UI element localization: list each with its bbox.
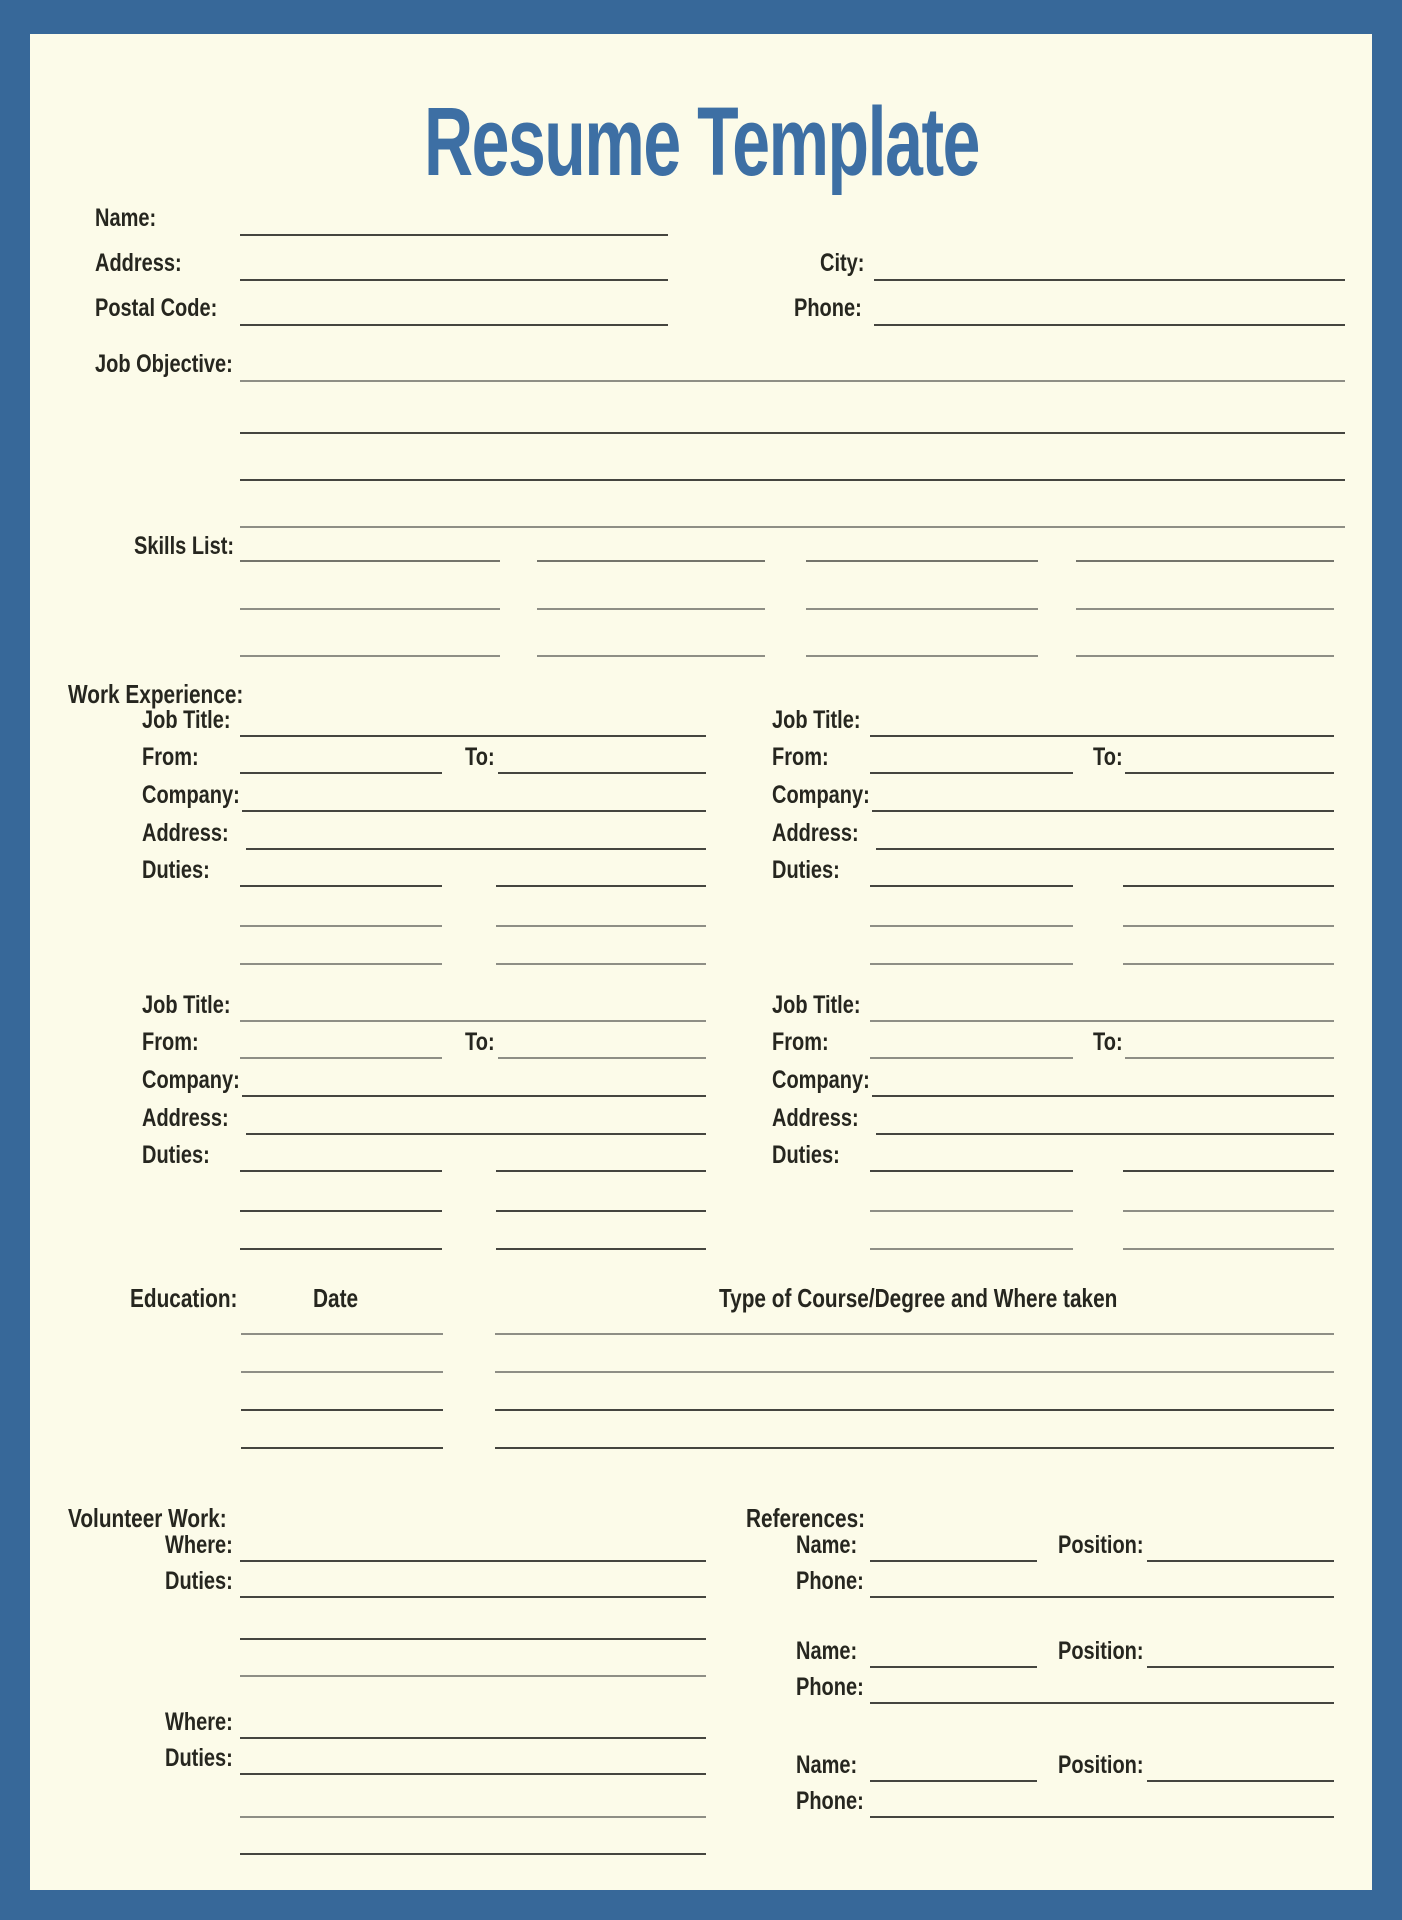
job-objective-line-3[interactable] bbox=[240, 479, 1345, 481]
vol-where-2-line[interactable] bbox=[240, 1737, 706, 1739]
we-l1-job-title-label: Job Title: bbox=[142, 706, 231, 734]
job-objective-label: Job Objective: bbox=[95, 350, 233, 378]
we-l1-duties-line-r1c1[interactable] bbox=[240, 885, 442, 887]
skills-line-r1c4[interactable] bbox=[1076, 560, 1334, 562]
ref-position-1-label: Position: bbox=[1058, 1531, 1144, 1559]
ref-position-2-line[interactable] bbox=[1147, 1666, 1334, 1668]
we-l1-duties-line-r1c2[interactable] bbox=[496, 885, 706, 887]
we-r2-duties-line-r2c2[interactable] bbox=[1123, 1210, 1334, 1212]
we-r2-job-title-line[interactable] bbox=[870, 1020, 1334, 1022]
volunteer-section-label: Volunteer Work: bbox=[68, 1503, 227, 1533]
we-r1-company-label: Company: bbox=[772, 781, 870, 809]
we-r2-duties-line-r1c2[interactable] bbox=[1123, 1170, 1334, 1172]
vol-duties-2-label: Duties: bbox=[165, 1744, 233, 1772]
we-l1-from-label: From: bbox=[142, 743, 199, 771]
we-l2-duties-line-r3c2[interactable] bbox=[496, 1248, 706, 1250]
we-l1-to-label: To: bbox=[465, 743, 495, 771]
we-l1-address-label: Address: bbox=[142, 819, 229, 847]
vol-where-2-label: Where: bbox=[165, 1708, 233, 1736]
we-l2-company-label: Company: bbox=[142, 1066, 240, 1094]
we-r1-from-line[interactable] bbox=[870, 772, 1073, 774]
ref-phone-1-label: Phone: bbox=[796, 1567, 864, 1595]
we-r2-duties-line-r1c1[interactable] bbox=[870, 1170, 1073, 1172]
we-r1-duties-line-r2c1[interactable] bbox=[870, 925, 1073, 927]
we-r1-duties-line-r2c2[interactable] bbox=[1123, 925, 1334, 927]
we-r2-to-label: To: bbox=[1093, 1028, 1123, 1056]
we-l2-address-label: Address: bbox=[142, 1104, 229, 1132]
skills-line-r2c4[interactable] bbox=[1076, 608, 1334, 610]
ref-phone-3-label: Phone: bbox=[796, 1787, 864, 1815]
skills-line-r1c1[interactable] bbox=[240, 560, 500, 562]
we-r2-address-label: Address: bbox=[772, 1104, 859, 1132]
ref-name-3-label: Name: bbox=[796, 1751, 858, 1779]
we-l2-duties-line-r3c1[interactable] bbox=[240, 1248, 442, 1250]
we-r2-from-line[interactable] bbox=[870, 1057, 1073, 1059]
vol-duties-1-line-3[interactable] bbox=[240, 1675, 706, 1677]
we-r2-duties-label: Duties: bbox=[772, 1141, 840, 1169]
we-l2-duties-line-r1c2[interactable] bbox=[496, 1170, 706, 1172]
we-r1-duties-line-r3c2[interactable] bbox=[1123, 963, 1334, 965]
job-objective-line-2[interactable] bbox=[240, 432, 1345, 434]
vol-duties-1-label: Duties: bbox=[165, 1567, 233, 1595]
we-l2-from-line[interactable] bbox=[240, 1057, 442, 1059]
we-l2-to-line[interactable] bbox=[498, 1057, 706, 1059]
page-title: Resume Template bbox=[423, 87, 979, 196]
vol-duties-2-line-3[interactable] bbox=[240, 1853, 706, 1855]
we-r2-address-line[interactable] bbox=[876, 1133, 1334, 1135]
ref-position-2-label: Position: bbox=[1058, 1637, 1144, 1665]
we-l1-duties-line-r2c1[interactable] bbox=[240, 925, 442, 927]
skills-line-r1c2[interactable] bbox=[537, 560, 765, 562]
we-r2-duties-line-r3c2[interactable] bbox=[1123, 1248, 1334, 1250]
name-label: Name: bbox=[95, 204, 157, 232]
we-r2-duties-line-r2c1[interactable] bbox=[870, 1210, 1073, 1212]
education-course-header: Type of Course/Degree and Where taken bbox=[719, 1283, 1118, 1313]
education-course-line-1[interactable] bbox=[495, 1333, 1334, 1335]
we-r2-to-line[interactable] bbox=[1125, 1057, 1334, 1059]
vol-duties-1-line-1[interactable] bbox=[240, 1596, 706, 1598]
we-l2-to-label: To: bbox=[465, 1028, 495, 1056]
postal-code-input-line[interactable] bbox=[240, 324, 668, 326]
name-input-line[interactable] bbox=[240, 234, 668, 236]
city-label: City: bbox=[820, 249, 865, 277]
ref-name-2-label: Name: bbox=[796, 1637, 858, 1665]
education-section-label: Education: bbox=[130, 1283, 238, 1313]
skills-list-label: Skills List: bbox=[134, 532, 235, 560]
education-date-line-1[interactable] bbox=[241, 1333, 443, 1335]
we-l1-duties-line-r2c2[interactable] bbox=[496, 925, 706, 927]
references-section-label: References: bbox=[746, 1503, 866, 1533]
vol-duties-1-line-2[interactable] bbox=[240, 1638, 706, 1640]
we-l1-duties-label: Duties: bbox=[142, 856, 210, 884]
we-r1-address-line[interactable] bbox=[876, 848, 1334, 850]
we-l2-duties-label: Duties: bbox=[142, 1141, 210, 1169]
education-date-header: Date bbox=[313, 1283, 359, 1313]
skills-line-r3c4[interactable] bbox=[1076, 655, 1334, 657]
education-course-line-4[interactable] bbox=[495, 1447, 1334, 1449]
address-label: Address: bbox=[95, 249, 182, 277]
education-course-line-2[interactable] bbox=[495, 1371, 1334, 1373]
education-date-line-4[interactable] bbox=[241, 1447, 443, 1449]
we-r2-job-title-label: Job Title: bbox=[772, 991, 861, 1019]
we-l1-company-line[interactable] bbox=[242, 810, 706, 812]
we-l1-from-line[interactable] bbox=[240, 772, 442, 774]
ref-name-2-line[interactable] bbox=[870, 1666, 1037, 1668]
education-date-line-3[interactable] bbox=[241, 1409, 443, 1411]
we-l2-job-title-line[interactable] bbox=[240, 1020, 706, 1022]
phone-input-line[interactable] bbox=[874, 324, 1345, 326]
we-l2-duties-line-r2c2[interactable] bbox=[496, 1210, 706, 1212]
vol-duties-2-line-1[interactable] bbox=[240, 1773, 706, 1775]
skills-line-r2c1[interactable] bbox=[240, 608, 500, 610]
we-l1-duties-line-r3c2[interactable] bbox=[496, 963, 706, 965]
we-l1-address-line[interactable] bbox=[246, 848, 706, 850]
we-l1-job-title-line[interactable] bbox=[240, 735, 706, 737]
we-r1-duties-label: Duties: bbox=[772, 856, 840, 884]
ref-name-1-line[interactable] bbox=[870, 1560, 1037, 1562]
page-title-row bbox=[30, 86, 1372, 198]
job-objective-line-1[interactable] bbox=[240, 380, 1345, 382]
skills-line-r3c3[interactable] bbox=[806, 655, 1038, 657]
education-date-line-2[interactable] bbox=[241, 1371, 443, 1373]
skills-line-r3c1[interactable] bbox=[240, 655, 500, 657]
we-r1-job-title-line[interactable] bbox=[870, 735, 1334, 737]
postal-code-label: Postal Code: bbox=[95, 294, 218, 322]
we-r1-duties-line-r3c1[interactable] bbox=[870, 963, 1073, 965]
we-l2-from-label: From: bbox=[142, 1028, 199, 1056]
we-r1-from-label: From: bbox=[772, 743, 829, 771]
ref-position-3-line[interactable] bbox=[1147, 1780, 1334, 1782]
we-l2-address-line[interactable] bbox=[246, 1133, 706, 1135]
we-r2-company-line[interactable] bbox=[872, 1095, 1334, 1097]
we-r1-company-line[interactable] bbox=[872, 810, 1334, 812]
ref-phone-2-label: Phone: bbox=[796, 1673, 864, 1701]
we-l2-job-title-label: Job Title: bbox=[142, 991, 231, 1019]
we-l2-duties-line-r1c1[interactable] bbox=[240, 1170, 442, 1172]
vol-where-1-label: Where: bbox=[165, 1531, 233, 1559]
ref-position-1-line[interactable] bbox=[1147, 1560, 1334, 1562]
we-l2-company-line[interactable] bbox=[242, 1095, 706, 1097]
skills-line-r2c2[interactable] bbox=[537, 608, 765, 610]
ref-name-3-line[interactable] bbox=[870, 1780, 1037, 1782]
city-input-line[interactable] bbox=[874, 279, 1345, 281]
we-l1-company-label: Company: bbox=[142, 781, 240, 809]
skills-line-r2c3[interactable] bbox=[806, 608, 1038, 610]
ref-phone-2-line[interactable] bbox=[870, 1702, 1334, 1704]
ref-position-3-label: Position: bbox=[1058, 1751, 1144, 1779]
job-objective-line-4[interactable] bbox=[240, 526, 1345, 528]
we-r1-duties-line-r1c1[interactable] bbox=[870, 885, 1073, 887]
we-l2-duties-line-r2c1[interactable] bbox=[240, 1210, 442, 1212]
education-course-line-3[interactable] bbox=[495, 1409, 1334, 1411]
phone-label: Phone: bbox=[794, 294, 862, 322]
vol-where-1-line[interactable] bbox=[240, 1560, 706, 1562]
skills-line-r1c3[interactable] bbox=[806, 560, 1038, 562]
we-r1-job-title-label: Job Title: bbox=[772, 706, 861, 734]
address-input-line[interactable] bbox=[240, 279, 668, 281]
we-r2-company-label: Company: bbox=[772, 1066, 870, 1094]
ref-name-1-label: Name: bbox=[796, 1531, 858, 1559]
we-l1-to-line[interactable] bbox=[498, 772, 706, 774]
work-experience-section-label: Work Experience: bbox=[68, 679, 244, 709]
we-r2-from-label: From: bbox=[772, 1028, 829, 1056]
vol-duties-2-line-2[interactable] bbox=[240, 1816, 706, 1818]
ref-phone-1-line[interactable] bbox=[870, 1596, 1334, 1598]
ref-phone-3-line[interactable] bbox=[870, 1816, 1334, 1818]
we-r1-to-label: To: bbox=[1093, 743, 1123, 771]
skills-line-r3c2[interactable] bbox=[537, 655, 765, 657]
we-r1-duties-line-r1c2[interactable] bbox=[1123, 885, 1334, 887]
we-r1-address-label: Address: bbox=[772, 819, 859, 847]
we-l1-duties-line-r3c1[interactable] bbox=[240, 963, 442, 965]
we-r1-to-line[interactable] bbox=[1125, 772, 1334, 774]
we-r2-duties-line-r3c1[interactable] bbox=[870, 1248, 1073, 1250]
